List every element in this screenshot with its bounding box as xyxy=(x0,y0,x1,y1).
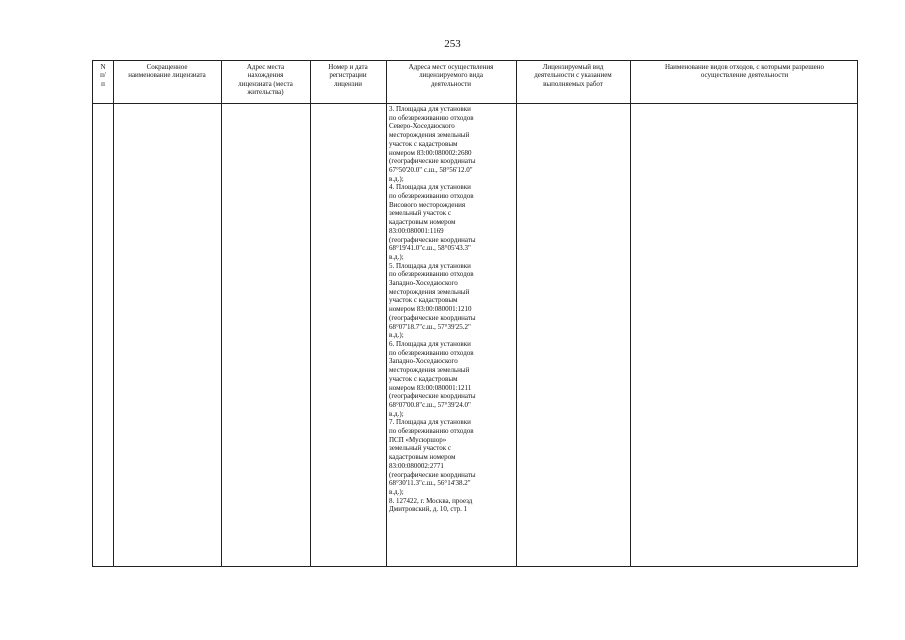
header-divider xyxy=(93,103,857,104)
header-license-number-date: Номер и дата регистрации лицензии xyxy=(328,63,368,88)
address-line: в.д.); xyxy=(389,487,404,496)
address-line: номером 83:00:080001:1210 xyxy=(389,305,472,314)
address-line: Западно-Хоседаюского xyxy=(389,279,458,288)
address-line: кадастровым номером xyxy=(389,218,456,227)
header-waste-types: Наименование видов отходов, с которыми разрешено осуществление деятельности xyxy=(664,63,825,80)
header-licensee-address: Адрес места нахождения лицензиата (места жительства) xyxy=(238,63,293,97)
address-line: по обезвреживанию отходов xyxy=(389,192,474,201)
address-line: месторождения земельный xyxy=(389,287,470,296)
address-line: в.д.); xyxy=(389,174,404,183)
address-line: (географические координаты xyxy=(389,235,476,244)
address-line: месторождения земельный xyxy=(389,131,470,140)
address-line: номером 83:00:080002:2680 xyxy=(389,148,472,157)
address-line: (географические координаты xyxy=(389,392,476,401)
address-line: в.д.); xyxy=(389,331,404,340)
column-divider xyxy=(310,61,311,566)
page-number: 253 xyxy=(444,38,461,50)
header-activity-type: Лицензируемый вид деятельности с указанием выполняемых работ xyxy=(534,63,612,88)
column-divider xyxy=(516,61,517,566)
column-divider xyxy=(630,61,631,566)
address-line: (географические координаты xyxy=(389,313,476,322)
header-number: N п/ п xyxy=(100,63,106,88)
address-line: Висового месторождения xyxy=(389,200,466,209)
address-line: 6. Площадка для установки xyxy=(389,339,471,348)
address-line: 5. Площадка для установки xyxy=(389,261,471,270)
address-line: Западно-Хоседаюского xyxy=(389,357,458,366)
address-line: (географические координаты xyxy=(389,470,476,479)
address-line: 4. Площадка для установки xyxy=(389,183,471,192)
address-line: 67°50'20.0" с.ш., 58°56'12.0" xyxy=(389,165,473,174)
column-divider xyxy=(221,61,222,566)
address-line: участок с кадастровым xyxy=(389,296,458,305)
activity-addresses-cell xyxy=(386,105,506,514)
address-line: участок с кадастровым xyxy=(389,139,458,148)
address-line: 68°07'18.7"с.ш., 57°39'25.2" xyxy=(389,322,471,331)
address-line: по обезвреживанию отходов xyxy=(389,348,474,357)
address-line: кадастровым номером xyxy=(389,453,456,462)
address-line: в.д.); xyxy=(389,409,404,418)
address-line: земельный участок с xyxy=(389,444,451,453)
license-table xyxy=(92,60,858,567)
address-line: земельный участок с xyxy=(389,209,451,218)
address-line: 8. 127422, г. Москва, проезд xyxy=(389,496,473,505)
address-line: по обезвреживанию отходов xyxy=(389,270,474,279)
address-line: номером 83:00:080001:1211 xyxy=(389,383,472,392)
address-line: (географические координаты xyxy=(389,157,476,166)
address-line: ПСП «Мусюршор» xyxy=(389,435,447,444)
address-line: в.д.); xyxy=(389,252,404,261)
address-line: Северо-Хоседаюского xyxy=(389,122,455,131)
address-line: Дмитровский, д. 10, стр. 1 xyxy=(389,505,468,514)
header-activity-addresses: Адреса мест осуществления лицензируемого вида деятельности xyxy=(408,63,494,88)
address-line: 7. Площадка для установки xyxy=(389,418,471,427)
address-line: по обезвреживанию отходов xyxy=(389,113,474,122)
address-line: участок с кадастровым xyxy=(389,374,458,383)
address-line: месторождения земельный xyxy=(389,366,470,375)
address-line: 83:00:080001:1169 xyxy=(389,226,444,235)
column-divider xyxy=(113,61,114,566)
address-line: по обезвреживанию отходов xyxy=(389,427,474,436)
header-licensee-name: Сокращенное наименование лицензиата xyxy=(128,63,206,80)
address-line: 68°19'41.0"с.ш., 58°05'43.3" xyxy=(389,244,471,253)
address-line: 3. Площадка для установки xyxy=(389,105,471,113)
address-line: 68°07'00.8"с.ш., 57°39'24.0" xyxy=(389,400,471,409)
address-line: 83:00:080002:2771 xyxy=(389,461,444,470)
address-line: 68°30'11.3"с.ш., 56°14'38.2" xyxy=(389,479,471,488)
